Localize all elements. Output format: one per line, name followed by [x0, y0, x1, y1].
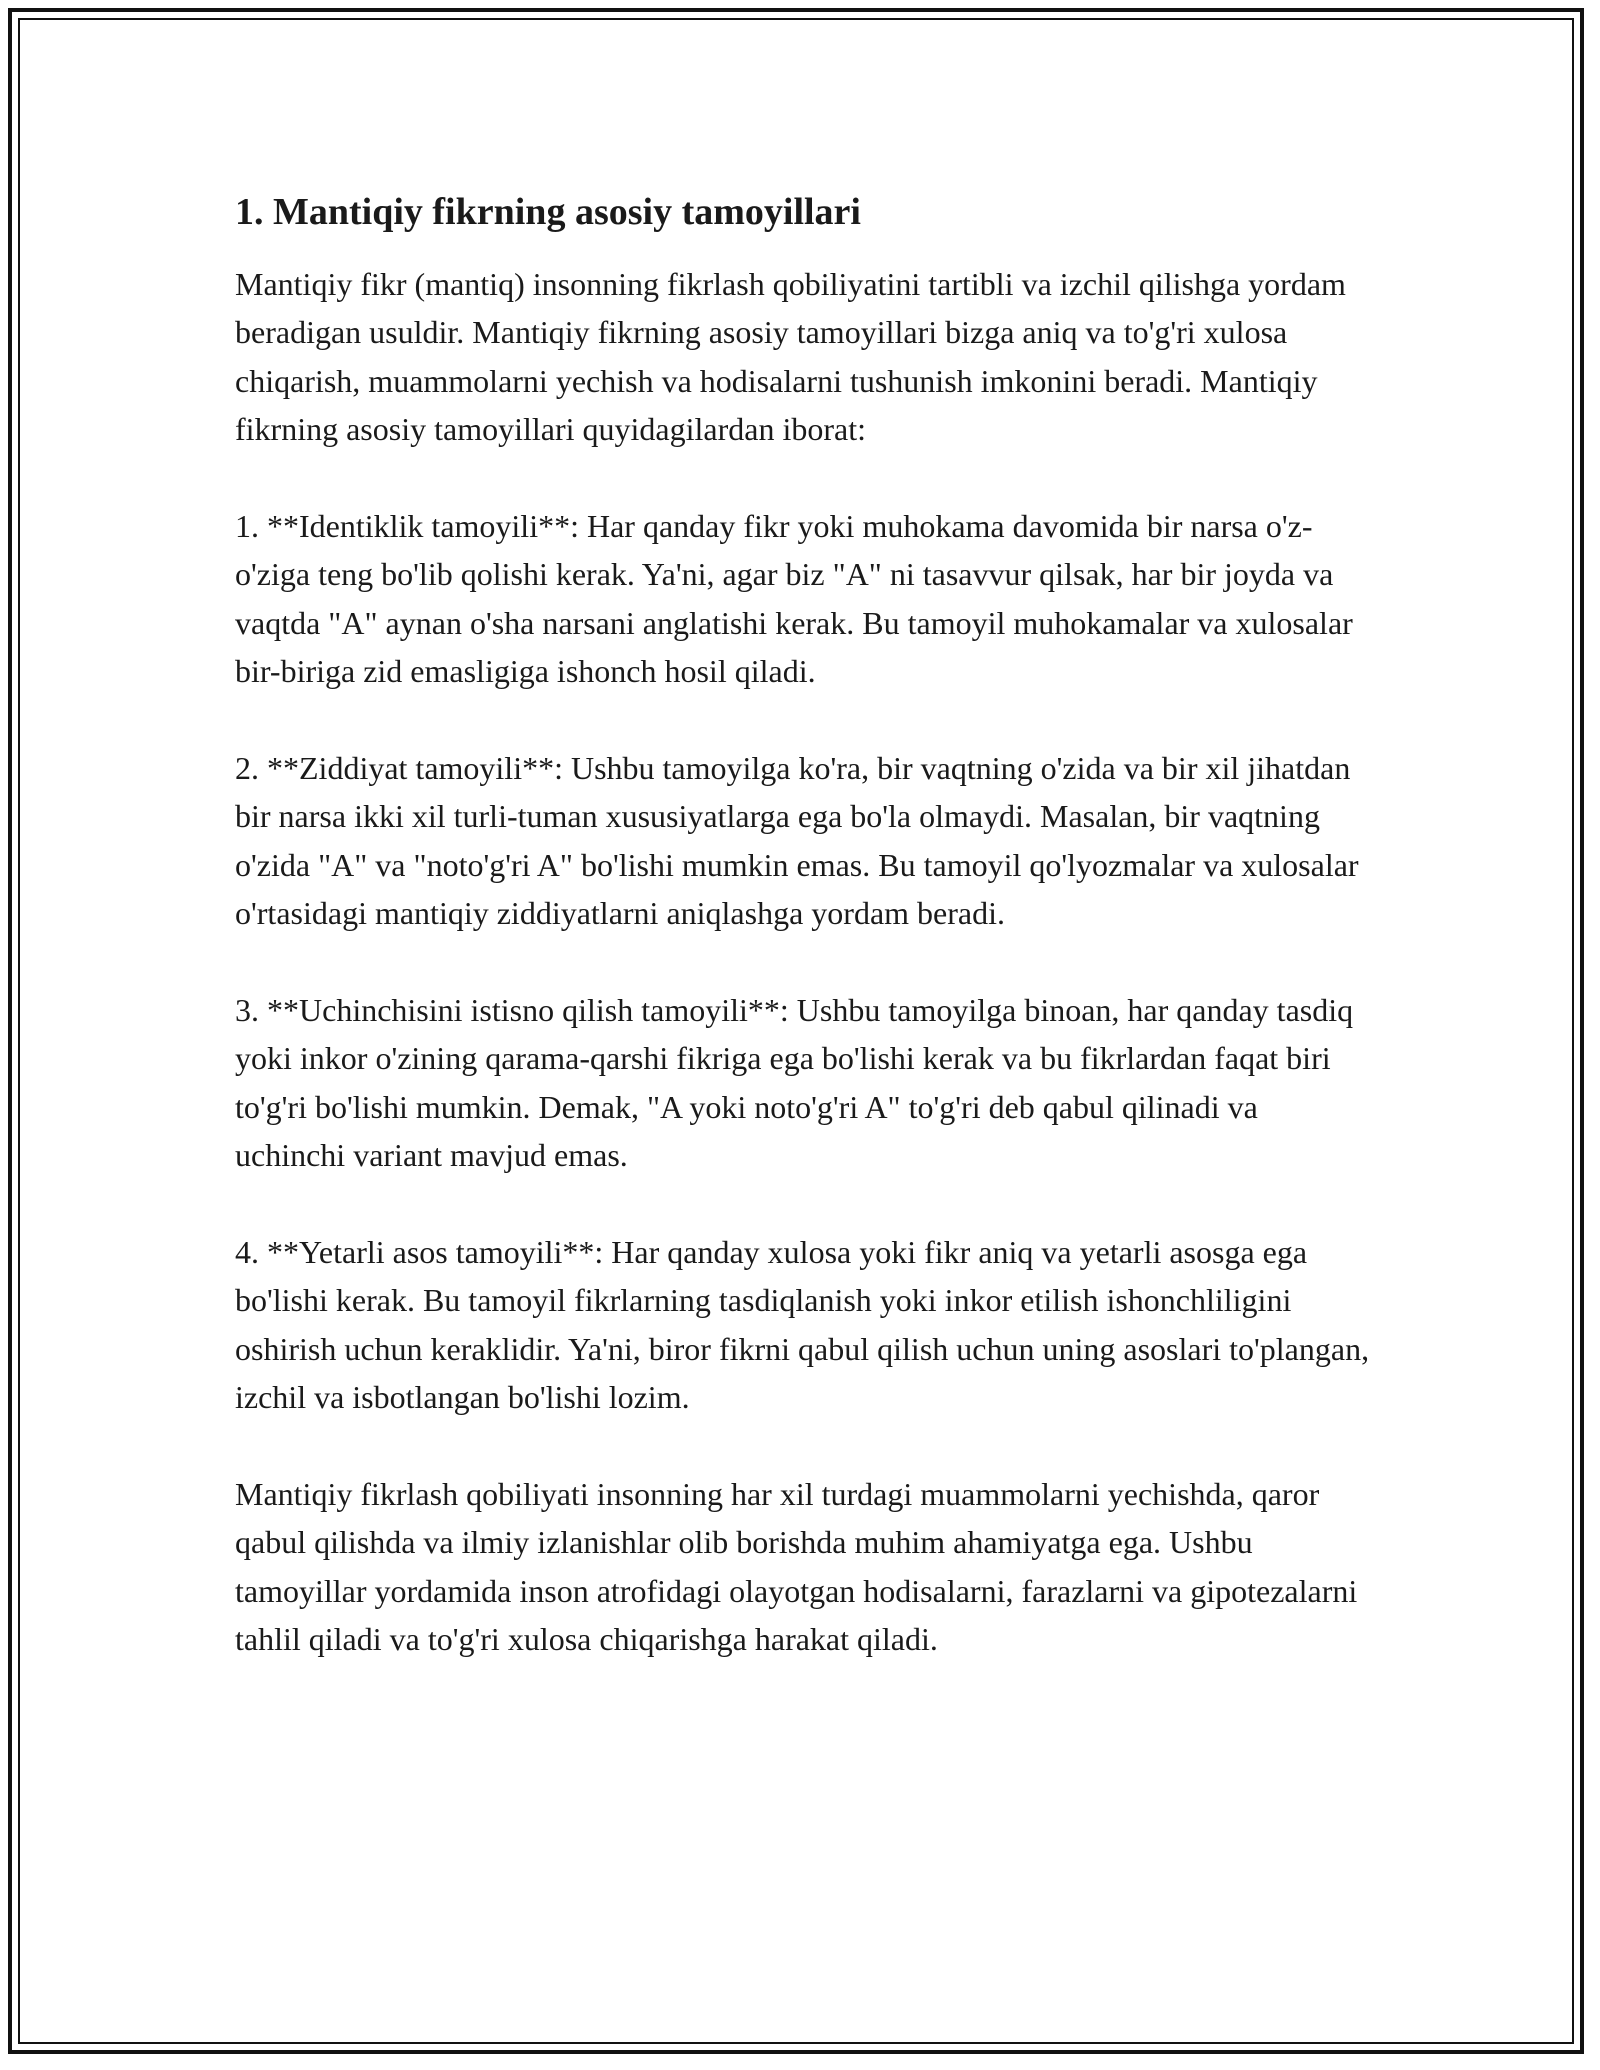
intro-paragraph: Mantiqiy fikr (mantiq) insonning fikrlash qobiliyatini tartibli va izchil qilishga yordam beradigan usuldir. Mantiqiy fikrning asosiy tamoyillari bizga aniq va to'g'ri xulosa chiqarish, muammolarni yechish va hodisalarni tushunish imkonini beradi. Mantiqiy fikrning asosiy tamoyillari quyidagilardan iborat: — [235, 266, 1346, 448]
principle-excluded-middle-paragraph: 3. **Uchinchisini istisno qilish tamoyili**: Ushbu tamoyilga binoan, har qanday tasdiq yoki inkor o'zining qarama-qarshi fikriga ega bo'lishi kerak va bu fikrlardan faqat biri to'g'ri bo'lishi mumkin. Demak, "A yoki noto'g'ri A" to'g'ri deb qabul qilinadi va uchinchi variant mavjud emas. — [235, 992, 1354, 1174]
principle-identity-paragraph: 1. **Identiklik tamoyili**: Har qanday fikr yoki muhokama davomida bir narsa o'z-o'ziga teng bo'lib qolishi kerak. Ya'ni, agar biz "A" ni tasavvur qilsak, har bir joyda va vaqtda "A" aynan o'sha narsani anglatishi kerak. Bu tamoyil muhokamalar va xulosalar bir-biriga zid emasligiga ishonch hosil qiladi. — [235, 508, 1353, 690]
conclusion-paragraph: Mantiqiy fikrlash qobiliyati insonning har xil turdagi muammolarni yechishda, qaror qabul qilishda va ilmiy izlanishlar olib borishda muhim ahamiyatga ega. Ushbu tamoyillar yordamida inson atrofidagi olayotgan hodisalarni, farazlarni va gipotezalarni tahlil qiladi va to'g'ri xulosa chiqarishga harakat qiladi. — [235, 1476, 1358, 1658]
principle-sufficient-reason-paragraph: 4. **Yetarli asos tamoyili**: Har qanday xulosa yoki fikr aniq va yetarli asosga ega bo'lishi kerak. Bu tamoyil fikrlarning tasdiqlanish yoki inkor etilish ishonchliligini oshirish uchun keraklidir. Ya'ni, biror fikrni qabul qilish uchun uning asoslari to'plangan, izchil va isbotlangan bo'lishi lozim. — [235, 1234, 1370, 1416]
principle-contradiction-paragraph: 2. **Ziddiyat tamoyili**: Ushbu tamoyilga ko'ra, bir vaqtning o'zida va bir xil jihatdan bir narsa ikki xil turli-tuman xususiyatlarga ega bo'la olmaydi. Masalan, bir vaqtning o'zida "A" va "noto'g'ri A" bo'lishi mumkin emas. Bu tamoyil qo'lyozmalar va xulosalar o'rtasidagi mantiqiy ziddiyatlarni aniqlashga yordam beradi. — [235, 750, 1359, 932]
document-title: 1. Mantiqiy fikrning asosiy tamoyillari — [235, 191, 861, 233]
document-body — [235, 186, 1370, 1664]
